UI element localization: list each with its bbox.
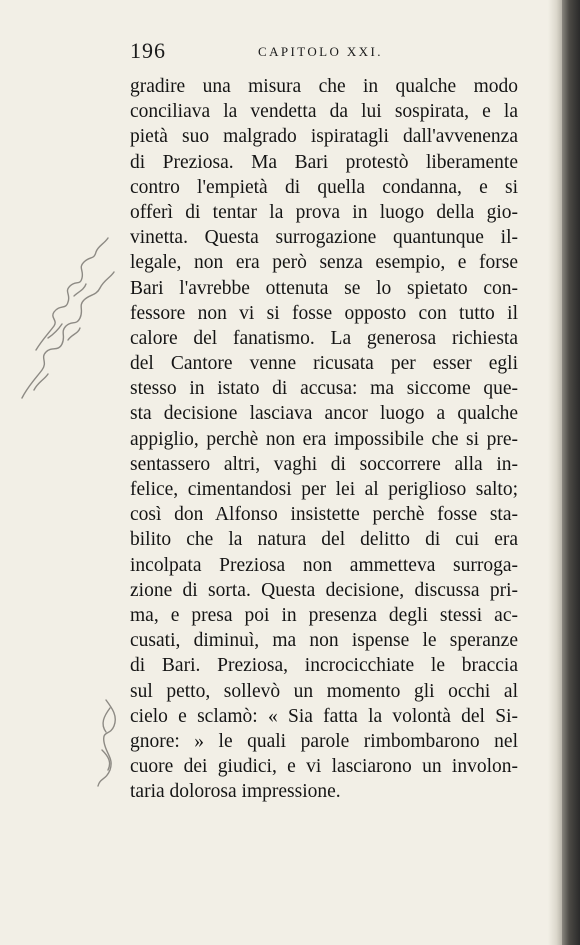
- text-line: stesso in istato di accusa: ma siccome que-: [130, 378, 518, 400]
- text-line: offerì di tentar la prova in luogo della gio-: [130, 201, 518, 223]
- text-line: bilito che la natura del delitto di cui era: [130, 529, 518, 551]
- text-line: di Preziosa. Ma Bari protestò liberamente: [130, 151, 518, 173]
- text-line: pietà suo malgrado ispiratagli dall'avvenenza: [130, 126, 518, 148]
- text-line: cusati, diminuì, ma non ispense le speranze: [130, 630, 518, 652]
- text-line: vinetta. Questa surrogazione quantunque il-: [130, 227, 518, 249]
- text-line: gnore: » le quali parole rimbombarono nel: [130, 730, 518, 752]
- running-head: CAPITOLO XXI.: [258, 44, 383, 59]
- text-line: ma, e presa poi in presenza degli stessi ac-: [130, 604, 518, 626]
- text-line: felice, cimentandosi per lei al periglioso salto;: [130, 479, 518, 500]
- text-line: Bari l'avrebbe ottenuta se lo spietato con-: [130, 277, 518, 299]
- page-number: 196: [130, 38, 166, 63]
- text-line: sentassero altri, vaghi di soccorrere alla in-: [130, 453, 518, 475]
- page-header: [130, 38, 520, 68]
- body-text: [130, 74, 518, 804]
- text-line: gradire una misura che in qualche modo: [130, 76, 518, 97]
- text-line: calore del fanatismo. La generosa richiesta: [130, 327, 518, 349]
- text-line: contro l'empietà di quella condanna, e si: [130, 176, 518, 198]
- text-line: cuore dei giudici, e vi lasciarono un involon-: [130, 756, 518, 778]
- text-line: legale, non era però senza esempio, e forse: [130, 252, 518, 274]
- page-edge: [548, 0, 562, 945]
- text-line: sta decisione lasciava ancor luogo a qualche: [130, 403, 518, 425]
- text-line: sul petto, sollevò un momento gli occhi al: [130, 680, 518, 702]
- text-line: taria dolorosa impressione.: [130, 781, 341, 803]
- text-line: conciliava la vendetta da lui sospirata, e la: [130, 101, 518, 123]
- text-line: incolpata Preziosa non ammetteva surroga-: [130, 554, 518, 576]
- text-line: zione di sorta. Questa decisione, discussa pri-: [130, 579, 518, 601]
- text-line: di Bari. Preziosa, incrocicchiate le braccia: [130, 655, 518, 677]
- pencil-marginalia: [14, 230, 124, 790]
- binding-shadow: [562, 0, 580, 945]
- text-line: cielo e sclamò: « Sia fatta la volontà del Si-: [130, 705, 518, 727]
- text-line: così don Alfonso insistette perchè fosse sta-: [130, 504, 518, 526]
- text-line: appiglio, perchè non era impossibile che si pre-: [130, 428, 518, 450]
- text-line: del Cantore venne ricusata per esser egli: [130, 353, 518, 375]
- text-line: fessore non vi si fosse opposto con tutto il: [130, 302, 518, 324]
